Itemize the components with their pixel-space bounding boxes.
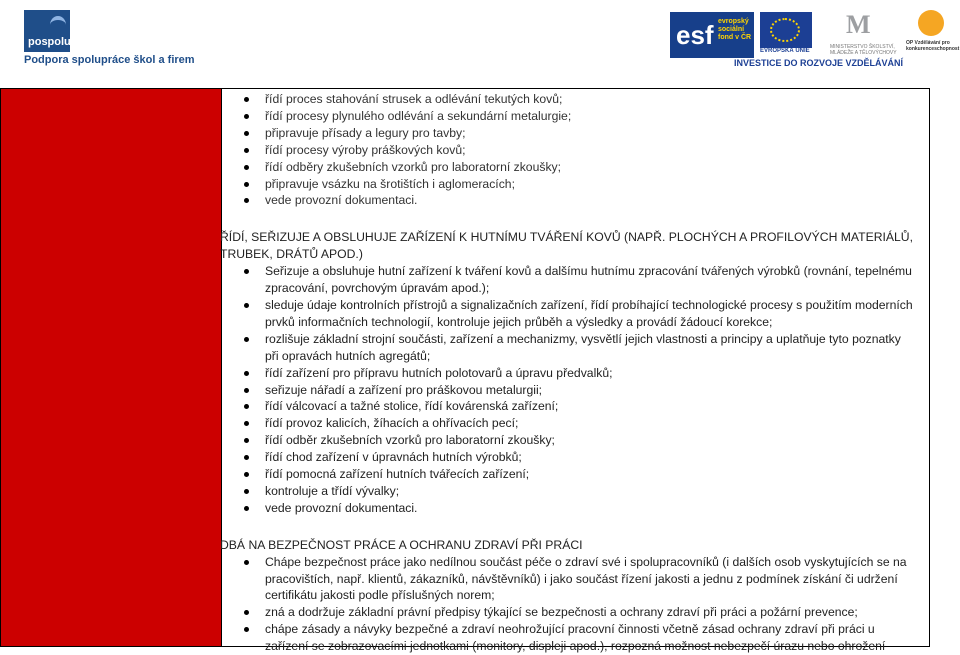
investice-tagline: INVESTICE DO ROZVOJE VZDĚLÁVÁNÍ — [734, 58, 904, 68]
list-item: seřizuje nářadí a zařízení pro práškovou metalurgii; — [222, 382, 930, 399]
left-color-bar — [0, 88, 222, 647]
section2-heading: ŘÍDÍ, SEŘIZUJE A OBSLUHUJE ZAŘÍZENÍ K HUTNÍMU TVÁŘENÍ KOVŮ (NAPŘ. PLOCHÝCH A PROFILOVÝCH MATERIÁLŮ, TRUBEK, DRÁTŮ APOD.) — [220, 230, 913, 262]
list-item: zná a dodržuje základní právní předpisy týkající se bezpečnosti a ochrany zdraví při práci a požární prevence; — [222, 604, 930, 621]
msmt-logo: M — [846, 10, 871, 39]
eu-logo-strip — [670, 10, 960, 70]
document-body — [222, 88, 930, 655]
list-item: vede provozní dokumentaci. — [222, 192, 930, 209]
list-item: kontroluje a třídí vývalky; — [222, 483, 930, 500]
section1-list — [222, 88, 930, 209]
section3-heading: DBÁ NA BEZPEČNOST PRÁCE A OCHRANU ZDRAVÍ PŘI PRÁCI — [220, 537, 583, 552]
list-item: řídí zařízení pro přípravu hutních polotovarů a úpravu předvalků; — [222, 365, 930, 382]
list-item: řídí provoz kalicích, žíhacích a ohřívacích pecí; — [222, 415, 930, 432]
list-item: řídí odběry zkušebních vzorků pro laboratorní zkoušky; — [222, 159, 930, 176]
list-item: rozlišuje základní strojní součásti, zařízení a mechanizmy, vysvětlí jejich vlastnosti a principy a uplatňuje tyto poznatky při opravách hutních agregátů; — [222, 331, 930, 365]
section3-list — [222, 554, 930, 655]
list-item: připravuje vsázku na šrotištích i aglomeracích; — [222, 176, 930, 193]
list-item: řídí proces stahování strusek a odlévání tekutých kovů; — [222, 91, 930, 108]
list-item: připravuje přísady a legury pro tavby; — [222, 125, 930, 142]
esf-logo — [670, 12, 754, 58]
section2-list — [222, 263, 930, 517]
esf-wordmark: esf — [676, 20, 714, 50]
list-item: vede provozní dokumentaci. — [222, 500, 930, 517]
msmt-caption: MINISTERSTVO ŠKOLSTVÍ, MLÁDEŽE A TĚLOVÝCHOVY — [830, 44, 897, 56]
list-item: řídí procesy výroby práškových kovů; — [222, 142, 930, 159]
page-header — [0, 0, 960, 82]
list-item: řídí pomocná zařízení hutních tvářecích zařízení; — [222, 466, 930, 483]
eu-flag-icon — [760, 12, 812, 48]
pospolu-wordmark: pospolu — [28, 36, 71, 48]
list-item: řídí chod zařízení v úpravnách hutních výrobků; — [222, 449, 930, 466]
op-disc-icon — [918, 10, 944, 36]
pospolu-logo — [24, 10, 70, 52]
eu-stars-icon — [770, 18, 800, 42]
pospolu-tagline: Podpora spolupráce škol a firem — [24, 54, 195, 66]
list-item: sleduje údaje kontrolních přístrojů a signalizačních zařízení, řídí probíhající technologické procesy s použitím moderních prvků informačních technologií, kontroluje jejich průběh a výsledky a provádí žádoucí korekce; — [222, 297, 930, 331]
list-item: Seřizuje a obsluhuje hutní zařízení k tváření kovů a dalšímu hutnímu zpracování tvářených výrobků (rovnání, tepelnému zpracování, povrchovým úpravám apod.); — [222, 263, 930, 297]
esf-caption: evropský sociální fond v ČR — [718, 18, 752, 41]
pospolu-swoosh-icon — [50, 16, 66, 34]
list-item: řídí válcovací a tažné stolice, řídí kovárenská zařízení; — [222, 398, 930, 415]
list-item: chápe zásady a návyky bezpečné a zdraví neohrožující pracovní činnosti včetně zásad ochrany zdraví při práci u zařízení se zobrazovacími jednotkami (monitory, displeji apod.), rozpozná možnost nebezpečí úrazu nebo ohrožení — [222, 621, 930, 655]
op-caption: OP Vzdělávání pro konkurenceschopnost — [906, 40, 960, 52]
list-item: Chápe bezpečnost práce jako nedílnou součást péče o zdraví své i spolupracovníků (i dalších osob vyskytujících se na pracovištích, např. klientů, zákazníků, návštěvníků) i jako součást řízení jakosti a jednu z podmínek získání či udržení certifikátu jakosti podle příslušných norem; — [222, 554, 930, 605]
eu-caption: EVROPSKÁ UNIE — [760, 48, 810, 54]
list-item: řídí odběr zkušebních vzorků pro laboratorní zkoušky; — [222, 432, 930, 449]
list-item: řídí procesy plynulého odlévání a sekundární metalurgie; — [222, 108, 930, 125]
